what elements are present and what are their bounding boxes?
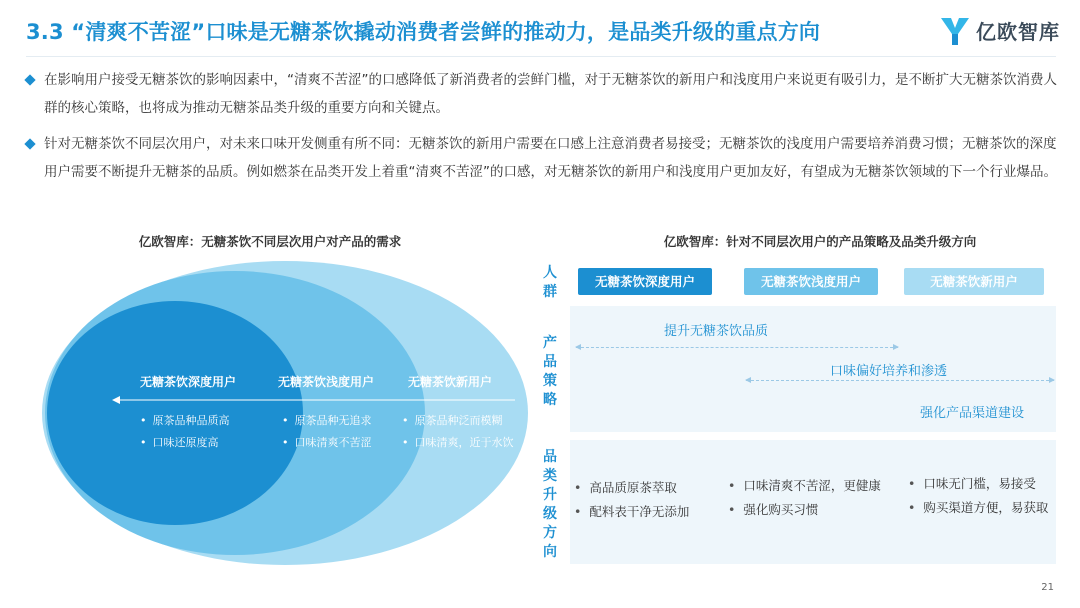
deep-users-item: • 原茶品种品质高 bbox=[140, 412, 230, 428]
pill-light-users: 无糖茶饮浅度用户 bbox=[744, 268, 878, 295]
upgrade-item: • 口味无门槛，易接受 bbox=[908, 474, 1036, 492]
brand-logo bbox=[938, 10, 1068, 52]
user-level-nested-ellipses bbox=[40, 258, 540, 568]
upgrade-panel bbox=[570, 440, 1056, 564]
light-users-item: • 原茶品种无追求 bbox=[282, 412, 372, 428]
bullet-paragraph bbox=[26, 130, 1066, 216]
range-arrow-line bbox=[576, 347, 898, 348]
logo-mark-icon bbox=[938, 14, 972, 48]
range-arrow-line bbox=[746, 380, 1054, 381]
pill-deep-users: 无糖茶饮深度用户 bbox=[578, 268, 712, 295]
header-divider bbox=[26, 56, 1056, 57]
page-number: 21 bbox=[1041, 582, 1054, 593]
logo-text: 亿欧智库 bbox=[976, 20, 1060, 44]
row-head-product-strategy: 产品策略 bbox=[543, 335, 557, 408]
upgrade-item: • 强化购买习惯 bbox=[728, 500, 818, 518]
deep-users-item: • 口味还原度高 bbox=[140, 434, 219, 450]
upgrade-item: • 配料表干净无添加 bbox=[574, 502, 689, 520]
upgrade-item: • 购买渠道方便，易获取 bbox=[908, 498, 1048, 516]
pill-new-users: 无糖茶饮新用户 bbox=[904, 268, 1044, 295]
row-head-category-upgrade: 品类升级方向 bbox=[543, 449, 557, 560]
right-chart-title: 亿欧智库：针对不同层次用户的产品策略及品类升级方向 bbox=[663, 234, 977, 249]
strategy-item: 强化产品渠道建设 bbox=[920, 406, 1025, 421]
page-title: 3.3 “清爽不苦涩”口味是无糖茶饮撬动消费者尝鲜的推动力，是品类升级的重点方向 bbox=[26, 20, 821, 44]
bullet-paragraph bbox=[26, 66, 1066, 124]
new-users-item: • 口味清爽，近于水饮 bbox=[402, 434, 514, 450]
new-users-label: 无糖茶饮新用户 bbox=[408, 375, 493, 389]
upgrade-item: • 口味清爽不苦涩，更健康 bbox=[728, 476, 881, 494]
deep-users-label: 无糖茶饮深度用户 bbox=[140, 375, 237, 389]
upgrade-item: • 高品质原茶萃取 bbox=[574, 478, 677, 496]
bullet-text: 在影响用户接受无糖茶饮的影响因素中，“清爽不苦涩”的口感降低了新消费者的尝鲜门槛，对于无糖茶饮的新用户和浅度用户来说更有吸引力，是不断扩大无糖茶饮消费人群的核心策略，也将成为推动无糖茶品类升级的重要方向和关键点。 bbox=[44, 72, 1057, 116]
light-users-label: 无糖茶饮浅度用户 bbox=[278, 375, 375, 389]
light-users-item: • 口味清爽不苦涩 bbox=[282, 434, 372, 450]
bullet-text: 针对无糖茶饮不同层次用户，对未来口味开发侧重有所不同：无糖茶饮的新用户需要在口感上注意消费者易接受；无糖茶饮的浅度用户需要培养消费习惯；无糖茶饮的深度用户需要不断提升无糖茶的品质。例如燃茶在品类开发上着重“清爽不苦涩”的口感，对无糖茶饮的新用户和浅度用户更加友好，有望成为无糖茶饮领域的下一个行业爆品。 bbox=[44, 136, 1057, 180]
row-head-audience: 人群 bbox=[543, 265, 557, 300]
diamond-bullet-icon bbox=[24, 74, 35, 85]
strategy-item: 口味偏好培养和渗透 bbox=[830, 364, 948, 379]
diamond-bullet-icon bbox=[24, 138, 35, 149]
left-chart-title: 亿欧智库：无糖茶饮不同层次用户对产品的需求 bbox=[138, 234, 402, 249]
strategy-panel bbox=[570, 306, 1056, 432]
strategy-item: 提升无糖茶饮品质 bbox=[664, 324, 769, 339]
new-users-item: • 原茶品种泛而模糊 bbox=[402, 412, 503, 428]
